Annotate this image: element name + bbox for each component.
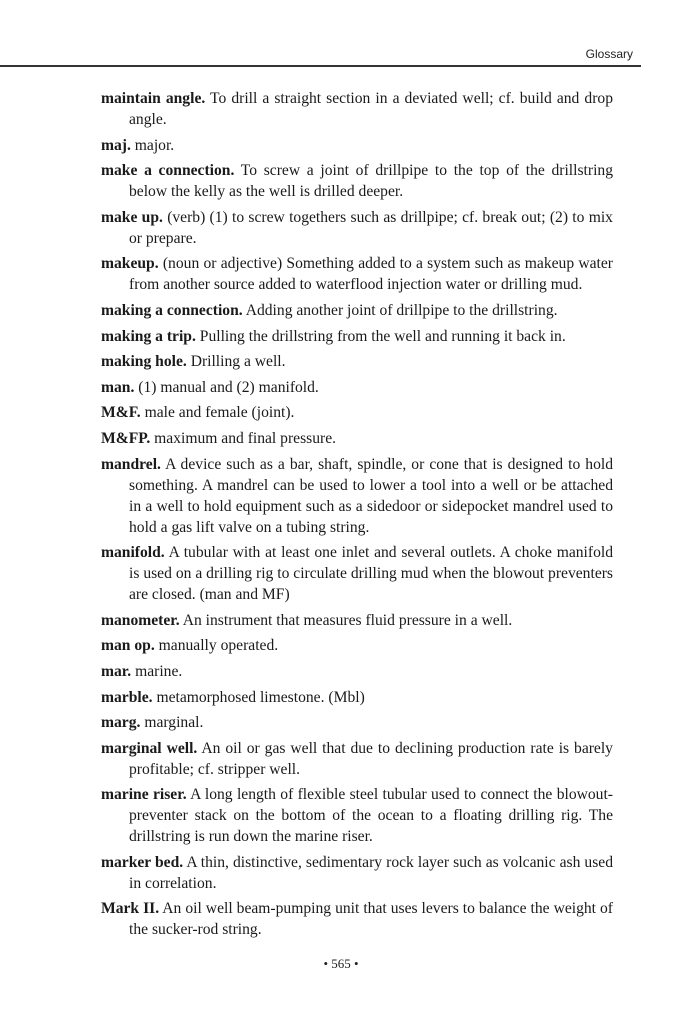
glossary-entry [101, 712, 613, 733]
entry-term: making a connection. [101, 301, 243, 319]
entry-term: marble. [101, 688, 153, 706]
entry-definition: A long length of flexible steel tubular used to connect the blowout-preventer stack on the bottom of the ocean to a floating drilling rig. The drillstring is run down the marine riser. [129, 786, 613, 846]
entry-term: making hole. [101, 353, 187, 371]
entry-definition: male and female (joint). [144, 404, 295, 422]
glossary-entry [101, 402, 613, 423]
glossary-entry [101, 135, 613, 156]
entry-definition: Pulling the drillstring from the well and running it back in. [199, 327, 566, 345]
running-head: Glossary [585, 47, 633, 61]
glossary-entry [101, 738, 613, 780]
entry-definition: metamorphosed limestone. (Mbl) [156, 688, 365, 706]
entry-term: marg. [101, 714, 141, 732]
entry-definition: (verb) (1) to screw togethers such as drillpipe; cf. break out; (2) to mix or prepare. [129, 208, 613, 247]
glossary-entry [101, 852, 613, 894]
entry-term: manifold. [101, 544, 165, 562]
entry-definition: (noun or adjective) Something added to a system such as makeup water from another source added to waterflood injection water or drilling mud. [129, 255, 613, 294]
glossary-entry [101, 326, 613, 347]
entry-term: manometer. [101, 611, 180, 629]
entry-definition: (1) manual and (2) manifold. [138, 378, 319, 396]
entry-definition: Adding another joint of drillpipe to the drillstring. [245, 301, 558, 319]
entry-definition: major. [134, 136, 175, 154]
entry-term: maintain angle. [101, 90, 206, 107]
header-rule [0, 65, 641, 67]
entry-definition: marginal. [144, 714, 204, 732]
entry-term: making a trip. [101, 327, 196, 345]
entry-definition: To drill a straight section in a deviated well; cf. build and drop angle. [129, 90, 613, 128]
entry-term: make a connection. [101, 162, 235, 180]
glossary-entry [101, 377, 613, 398]
glossary-entry [101, 351, 613, 372]
glossary-entry [101, 253, 613, 295]
entry-term: Mark II. [101, 900, 160, 918]
entry-term: marker bed. [101, 853, 184, 871]
entry-definition: A thin, distinctive, sedimentary rock layer such as volcanic ash used in correlation. [129, 853, 613, 892]
glossary-entry [101, 454, 613, 538]
entry-term: maj. [101, 136, 131, 154]
glossary-entry [101, 687, 613, 708]
entry-definition: Drilling a well. [190, 353, 286, 371]
glossary-entry [101, 207, 613, 249]
glossary-entry [101, 542, 613, 605]
entry-definition: maximum and final pressure. [154, 429, 337, 447]
page-number: • 565 • [323, 956, 359, 971]
entry-term: man op. [101, 637, 155, 655]
entry-definition: A device such as a bar, shaft, spindle, or cone that is designed to hold something. A mandrel can be used to lower a tool into a well or be attached in a well to hold equipment such as a sidedoor or sidepocket mandrel used to hold a gas lift valve on a tubing string. [129, 455, 614, 536]
entry-definition: An instrument that measures fluid pressure in a well. [182, 611, 513, 629]
entry-term: man. [101, 378, 135, 396]
entry-term: mandrel. [101, 455, 161, 473]
entry-term: makeup. [101, 255, 159, 273]
entry-term: M&F. [101, 404, 141, 422]
entry-term: make up. [101, 208, 163, 226]
glossary-entry [101, 428, 613, 449]
glossary-entry [101, 610, 613, 631]
glossary-entry [101, 661, 613, 682]
entry-definition: An oil well beam-pumping unit that uses levers to balance the weight of the sucker-rod string. [129, 900, 613, 939]
entry-term: marine riser. [101, 786, 187, 804]
glossary-entry [101, 160, 613, 202]
glossary-entry [101, 635, 613, 656]
entry-definition: manually operated. [158, 637, 279, 655]
entry-definition: An oil or gas well that due to declining production rate is barely profitable; cf. stripper well. [129, 739, 613, 778]
entry-term: marginal well. [101, 739, 198, 757]
entry-term: M&FP. [101, 429, 151, 447]
entry-definition: A tubular with at least one inlet and several outlets. A choke manifold is used on a drilling rig to circulate drilling mud when the blowout preventers are closed. (man and MF) [129, 544, 614, 604]
entry-definition: To screw a joint of drillpipe to the top of the drillstring below the kelly as the well is drilled deeper. [129, 162, 613, 201]
glossary-entries [101, 88, 613, 945]
entry-definition: marine. [135, 662, 183, 680]
glossary-entry [101, 300, 613, 321]
glossary-entry [101, 898, 613, 940]
glossary-entry [101, 88, 613, 130]
entry-term: mar. [101, 662, 132, 680]
glossary-entry [101, 784, 613, 847]
